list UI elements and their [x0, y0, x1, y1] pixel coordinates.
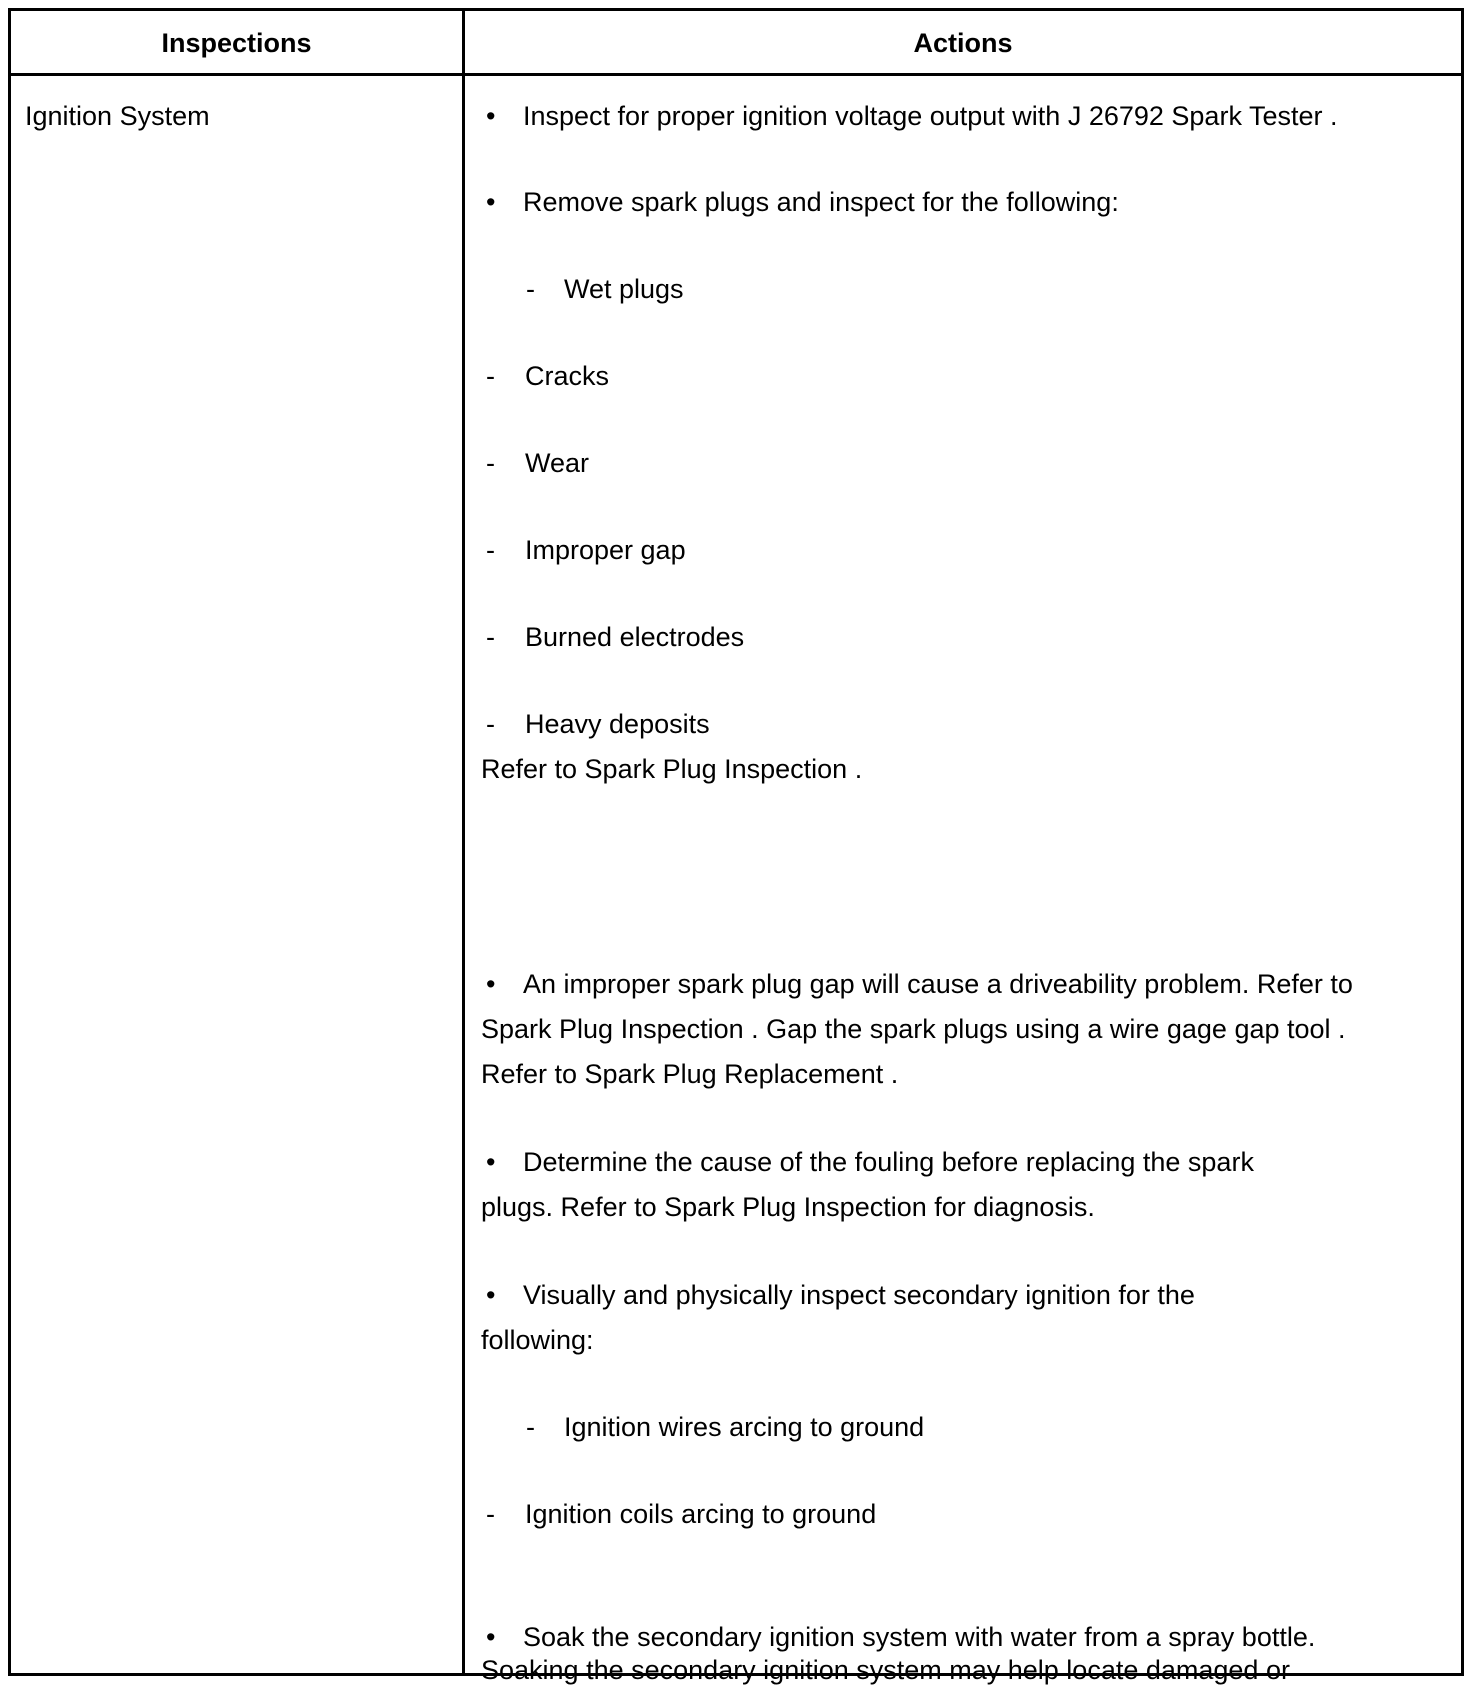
action-inspect-secondary: Visually and physically inspect secondary ignition for the following: — [481, 1280, 1195, 1355]
bullet-marker: • — [486, 1622, 496, 1652]
action-fouling-cause: Determine the cause of the fouling before replacing the spark plugs. Refer to Spark Plug Inspection for diagnosis. — [481, 1147, 1254, 1222]
dash-marker: - — [486, 361, 495, 391]
header-inspections: Inspections — [161, 28, 312, 58]
header-actions: Actions — [913, 28, 1013, 58]
dash-marker: - — [486, 535, 495, 565]
action-remove-plugs: Remove spark plugs and inspect for the following: — [523, 187, 1119, 217]
dash-marker: - — [486, 622, 495, 652]
action-improper-gap: An improper spark plug gap will cause a driveability problem. Refer to Spark Plug Inspection . Gap the spark plugs using a wire gage gap tool . Refer to Spark Plug Replacement . — [481, 969, 1353, 1089]
inspection-cell: Ignition System — [25, 101, 210, 131]
list-item: Cracks — [525, 361, 610, 391]
action-voltage-check: Inspect for proper ignition voltage output with J 26792 Spark Tester . — [523, 101, 1338, 131]
list-item: Wear — [525, 448, 590, 478]
dash-marker: - — [486, 709, 495, 739]
list-item: Burned electrodes — [525, 622, 745, 652]
dash-marker: - — [526, 274, 535, 304]
bullet-marker: • — [486, 969, 496, 999]
header-divider — [8, 73, 1464, 76]
dash-marker: - — [486, 1499, 495, 1529]
list-item: Improper gap — [525, 535, 686, 565]
list-item: Wet plugs — [564, 274, 684, 304]
bullet-marker: • — [486, 1147, 496, 1177]
list-item: Heavy deposits — [525, 709, 710, 739]
reference-spark-plug-inspection: Refer to Spark Plug Inspection . — [481, 754, 863, 784]
bullet-marker: • — [486, 1280, 496, 1310]
dash-marker: - — [486, 448, 495, 478]
action-soak-secondary: Soak the secondary ignition system with water from a spray bottle. Soaking the secondary ignition system may help locate damaged or — [481, 1622, 1316, 1685]
bullet-marker: • — [486, 187, 496, 217]
bullet-marker: • — [486, 101, 496, 131]
column-divider — [462, 8, 465, 1676]
list-item: Ignition coils arcing to ground — [525, 1499, 877, 1529]
list-item: Ignition wires arcing to ground — [564, 1412, 925, 1442]
dash-marker: - — [526, 1412, 535, 1442]
